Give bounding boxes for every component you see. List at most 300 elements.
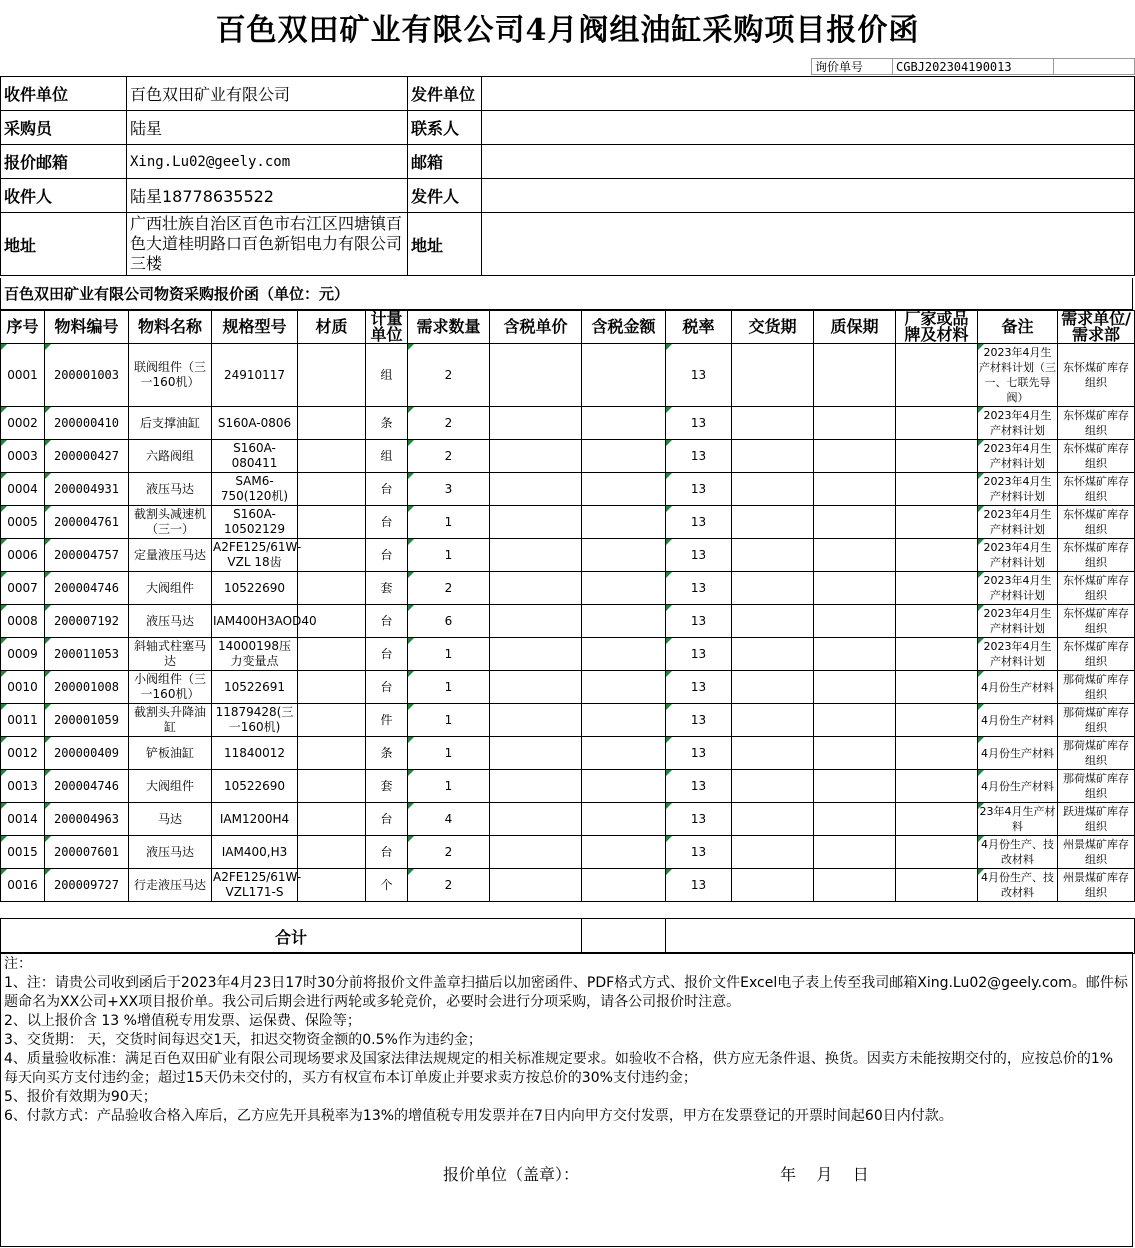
unit-cell: 台 (366, 836, 408, 869)
tax-rate-cell: 13 (666, 407, 732, 440)
spec-model: IAM400H3AOD40 (212, 605, 298, 638)
row-number: 0015 (1, 836, 45, 869)
send-unit-label: 发件单位 (408, 77, 482, 111)
tax-rate-cell: 13 (666, 440, 732, 473)
unit-cell: 套 (366, 572, 408, 605)
material-name: 联阀组件（三一160机） (129, 344, 212, 407)
amount-cell[interactable] (582, 737, 666, 770)
row-number: 0002 (1, 407, 45, 440)
material-name: 六路阀组 (129, 440, 212, 473)
unit-price-cell[interactable] (490, 344, 582, 407)
table-row (1, 572, 1135, 605)
subtitle: 百色双田矿业有限公司物资采购报价函（单位：元） (0, 278, 1133, 310)
dept-cell: 东怀煤矿库存组织 (1058, 572, 1135, 605)
column-header: 含税金额 (582, 311, 666, 344)
material-code: 200007601 (45, 836, 129, 869)
spec-model: 10522690 (212, 770, 298, 803)
unit-cell: 台 (366, 539, 408, 572)
inquiry-blank-cell (1053, 58, 1135, 75)
material-code: 200000427 (45, 440, 129, 473)
unit-price-cell[interactable] (490, 638, 582, 671)
delivery-cell[interactable] (732, 671, 814, 704)
spec-model: IAM400,H3 (212, 836, 298, 869)
remark-cell: 4月份生产、技改材料 (978, 869, 1058, 902)
delivery-cell[interactable] (732, 473, 814, 506)
qty-cell: 1 (408, 671, 490, 704)
tax-rate-cell: 13 (666, 737, 732, 770)
table-row (1, 407, 1135, 440)
material-name: 截割头减速机（三一） (129, 506, 212, 539)
row-number: 0011 (1, 704, 45, 737)
remark-cell: 4月份生产材料 (978, 737, 1058, 770)
material-code: 200001008 (45, 671, 129, 704)
delivery-cell[interactable] (732, 572, 814, 605)
send-unit-value[interactable] (482, 77, 1135, 111)
material-name: 液压马达 (129, 473, 212, 506)
dept-cell: 东怀煤矿库存组织 (1058, 473, 1135, 506)
remark-cell: 23年4月生产材料 (978, 803, 1058, 836)
total-label: 合计 (1, 919, 582, 954)
dept-cell: 跃进煤矿库存组织 (1058, 803, 1135, 836)
qty-cell: 4 (408, 803, 490, 836)
table-row (1, 671, 1135, 704)
total-blank (666, 919, 1135, 954)
column-header: 材质 (298, 311, 366, 344)
inquiry-number-label: 询价单号 (811, 58, 893, 75)
unit-price-cell[interactable] (490, 605, 582, 638)
email-label: 邮箱 (408, 145, 482, 179)
warranty-cell[interactable] (814, 440, 896, 473)
unit-price-cell[interactable] (490, 440, 582, 473)
qty-cell: 1 (408, 539, 490, 572)
material-cell[interactable] (298, 671, 366, 704)
brand-cell[interactable] (896, 836, 978, 869)
material-code: 200011053 (45, 638, 129, 671)
unit-cell: 台 (366, 803, 408, 836)
brand-cell[interactable] (896, 539, 978, 572)
qty-cell: 1 (408, 704, 490, 737)
brand-cell[interactable] (896, 737, 978, 770)
delivery-cell[interactable] (732, 506, 814, 539)
delivery-cell[interactable] (732, 803, 814, 836)
row-number: 0004 (1, 473, 45, 506)
column-header: 含税单价 (490, 311, 582, 344)
brand-cell[interactable] (896, 671, 978, 704)
address-value[interactable]: 广西壮族自治区百色市右江区四塘镇百色大道桂明路口百色新铝电力有限公司三楼 (127, 213, 408, 276)
column-header: 税率 (666, 311, 732, 344)
material-name: 铲板油缸 (129, 737, 212, 770)
material-code: 200000410 (45, 407, 129, 440)
row-number: 0010 (1, 671, 45, 704)
dept-cell: 东怀煤矿库存组织 (1058, 605, 1135, 638)
material-code: 200007192 (45, 605, 129, 638)
qty-cell: 6 (408, 605, 490, 638)
remark-cell: 2023年4月生产材料计划 (978, 506, 1058, 539)
column-header: 物料编号 (45, 311, 129, 344)
material-name: 液压马达 (129, 605, 212, 638)
unit-cell: 个 (366, 869, 408, 902)
warranty-cell[interactable] (814, 407, 896, 440)
brand-cell[interactable] (896, 407, 978, 440)
delivery-cell[interactable] (732, 539, 814, 572)
qty-cell: 2 (408, 344, 490, 407)
amount-cell[interactable] (582, 407, 666, 440)
table-row (1, 539, 1135, 572)
table-row (1, 506, 1135, 539)
material-name: 大阀组件 (129, 572, 212, 605)
tax-rate-cell: 13 (666, 572, 732, 605)
spec-model: S160A-080411 (212, 440, 298, 473)
unit-price-cell[interactable] (490, 704, 582, 737)
amount-cell[interactable] (582, 671, 666, 704)
unit-price-cell[interactable] (490, 473, 582, 506)
tax-rate-cell: 13 (666, 638, 732, 671)
material-cell[interactable] (298, 344, 366, 407)
email-value[interactable] (482, 145, 1135, 179)
recv-unit-value[interactable]: 百色双田矿业有限公司 (127, 77, 408, 111)
row-number: 0016 (1, 869, 45, 902)
amount-cell[interactable] (582, 539, 666, 572)
delivery-cell[interactable] (732, 704, 814, 737)
tax-rate-cell: 13 (666, 704, 732, 737)
brand-cell[interactable] (896, 638, 978, 671)
material-cell[interactable] (298, 572, 366, 605)
table-row (1, 869, 1135, 902)
tax-rate-cell: 13 (666, 803, 732, 836)
table-row (1, 836, 1135, 869)
remark-cell: 4月份生产材料 (978, 770, 1058, 803)
items-table (0, 310, 1135, 902)
remark-cell: 4月份生产材料 (978, 671, 1058, 704)
table-row (1, 803, 1135, 836)
sender-value[interactable] (482, 179, 1135, 213)
unit-cell: 条 (366, 737, 408, 770)
brand-cell[interactable] (896, 440, 978, 473)
table-header-row (1, 311, 1135, 344)
warranty-cell[interactable] (814, 344, 896, 407)
material-cell[interactable] (298, 506, 366, 539)
amount-cell[interactable] (582, 440, 666, 473)
receiver-value[interactable]: 陆星18778635522 (127, 179, 408, 213)
qty-cell: 2 (408, 836, 490, 869)
unit-price-cell[interactable] (490, 836, 582, 869)
row-number: 0014 (1, 803, 45, 836)
column-header: 物料名称 (129, 311, 212, 344)
qty-cell: 1 (408, 638, 490, 671)
column-header: 需求数量 (408, 311, 490, 344)
table-row (1, 770, 1135, 803)
quote-email-value[interactable]: Xing.Lu02@geely.com (127, 145, 408, 179)
spec-model: 10522691 (212, 671, 298, 704)
delivery-cell[interactable] (732, 770, 814, 803)
amount-cell[interactable] (582, 473, 666, 506)
column-header: 规格型号 (212, 311, 298, 344)
table-row (1, 605, 1135, 638)
warranty-cell[interactable] (814, 572, 896, 605)
delivery-cell[interactable] (732, 440, 814, 473)
amount-cell[interactable] (582, 572, 666, 605)
warranty-cell[interactable] (814, 803, 896, 836)
unit-price-cell[interactable] (490, 671, 582, 704)
material-name: 马达 (129, 803, 212, 836)
material-code: 200004746 (45, 572, 129, 605)
buyer-label: 采购员 (1, 111, 127, 145)
dept-cell: 那荷煤矿库存组织 (1058, 737, 1135, 770)
tax-rate-cell: 13 (666, 344, 732, 407)
remark-cell: 2023年4月生产材料计划 (978, 638, 1058, 671)
qty-cell: 2 (408, 407, 490, 440)
unit-cell: 套 (366, 770, 408, 803)
dept-cell: 东怀煤矿库存组织 (1058, 344, 1135, 407)
material-name: 行走液压马达 (129, 869, 212, 902)
material-cell[interactable] (298, 803, 366, 836)
tax-rate-cell: 13 (666, 869, 732, 902)
tax-rate-cell: 13 (666, 836, 732, 869)
material-code: 200004931 (45, 473, 129, 506)
column-header: 计量单位 (366, 311, 408, 344)
warranty-cell[interactable] (814, 539, 896, 572)
column-header: 厂家或品牌及材料 (896, 311, 978, 344)
spec-model: SAM6-750(120机) (212, 473, 298, 506)
delivery-cell[interactable] (732, 836, 814, 869)
note-line: 2、以上报价含 13 %增值税专用发票、运保费、保险等； (4, 1013, 361, 1029)
dept-cell: 州景煤矿库存组织 (1058, 836, 1135, 869)
material-name: 小阀组件（三一160机） (129, 671, 212, 704)
row-number: 0006 (1, 539, 45, 572)
remark-cell: 2023年4月生产材料计划（三一、七联先导阀） (978, 344, 1058, 407)
amount-cell[interactable] (582, 638, 666, 671)
spec-model: 14000198压力变量点 (212, 638, 298, 671)
material-code: 200004746 (45, 770, 129, 803)
remark-cell: 2023年4月生产材料计划 (978, 572, 1058, 605)
unit-price-cell[interactable] (490, 407, 582, 440)
spec-model: 11879428(三一160机) (212, 704, 298, 737)
row-number: 0005 (1, 506, 45, 539)
row-number: 0008 (1, 605, 45, 638)
dept-cell: 那荷煤矿库存组织 (1058, 704, 1135, 737)
table-row (1, 344, 1135, 407)
dept-cell: 州景煤矿库存组织 (1058, 869, 1135, 902)
unit-cell: 件 (366, 704, 408, 737)
warranty-cell[interactable] (814, 770, 896, 803)
material-code: 200009727 (45, 869, 129, 902)
material-cell[interactable] (298, 473, 366, 506)
recv-unit-label: 收件单位 (1, 77, 127, 111)
column-header: 交货期 (732, 311, 814, 344)
material-name: 定量液压马达 (129, 539, 212, 572)
delivery-cell[interactable] (732, 605, 814, 638)
column-header: 备注 (978, 311, 1058, 344)
tax-rate-cell: 13 (666, 539, 732, 572)
quote-email-label: 报价邮箱 (1, 145, 127, 179)
remark-cell: 2023年4月生产材料计划 (978, 407, 1058, 440)
address2-value[interactable] (482, 213, 1135, 276)
delivery-cell[interactable] (732, 638, 814, 671)
amount-cell[interactable] (582, 344, 666, 407)
note-line: 6、付款方式：产品验收合格入库后，乙方应先开具税率为13%的增值税专用发票并在7日内向甲方交付发票，甲方在发票登记的开票时间起60日内付款。 (4, 1108, 953, 1124)
brand-cell[interactable] (896, 506, 978, 539)
dept-cell: 东怀煤矿库存组织 (1058, 506, 1135, 539)
material-cell[interactable] (298, 407, 366, 440)
brand-cell[interactable] (896, 770, 978, 803)
warranty-cell[interactable] (814, 671, 896, 704)
warranty-cell[interactable] (814, 506, 896, 539)
delivery-cell[interactable] (732, 344, 814, 407)
qty-cell: 2 (408, 869, 490, 902)
material-code: 200000409 (45, 737, 129, 770)
tax-rate-cell: 13 (666, 671, 732, 704)
unit-price-cell[interactable] (490, 572, 582, 605)
amount-cell[interactable] (582, 605, 666, 638)
tax-rate-cell: 13 (666, 770, 732, 803)
table-row (1, 473, 1135, 506)
brand-cell[interactable] (896, 572, 978, 605)
contact-label: 联系人 (408, 111, 482, 145)
brand-cell[interactable] (896, 344, 978, 407)
material-name: 液压马达 (129, 836, 212, 869)
material-cell[interactable] (298, 869, 366, 902)
amount-cell[interactable] (582, 506, 666, 539)
unit-cell: 组 (366, 440, 408, 473)
unit-cell: 台 (366, 506, 408, 539)
dept-cell: 东怀煤矿库存组织 (1058, 539, 1135, 572)
column-header: 需求单位/需求部 (1058, 311, 1135, 344)
sender-label: 发件人 (408, 179, 482, 213)
unit-price-cell[interactable] (490, 803, 582, 836)
spec-model: A2FE125/61W-VZL 18齿 (212, 539, 298, 572)
note-line: 注： (4, 956, 32, 972)
header-info-table (0, 76, 1135, 276)
spec-model: 24910117 (212, 344, 298, 407)
inquiry-number-value: CGBJ202304190013 (892, 58, 1054, 75)
address-label: 地址 (1, 213, 127, 276)
amount-cell[interactable] (582, 836, 666, 869)
row-number: 0007 (1, 572, 45, 605)
brand-cell[interactable] (896, 803, 978, 836)
warranty-cell[interactable] (814, 605, 896, 638)
material-code: 200004761 (45, 506, 129, 539)
remark-cell: 2023年4月生产材料计划 (978, 440, 1058, 473)
material-code: 200001003 (45, 344, 129, 407)
sign-date: 年 月 日 (780, 1165, 869, 1184)
note-line: 1、注：请贵公司收到函后于2023年4月23日17时30分前将报价文件盖章扫描后以加密函件、PDF格式方式、报价文件Excel电子表上传至我司邮箱Xing.Lu02@geely.com。邮件标题命名为XX公司+XX项目报价单。我公司后期会进行两轮或多轮竞价，必要时会进行分项采购，请各公司报价时注意。 (4, 975, 1128, 1010)
remark-cell: 4月份生产、技改材料 (978, 836, 1058, 869)
material-name: 后支撑油缸 (129, 407, 212, 440)
warranty-cell[interactable] (814, 704, 896, 737)
note-line: 3、交货期： 天，交货时间每迟交1天，扣迟交物资金额的0.5%作为违约金； (4, 1032, 482, 1048)
unit-price-cell[interactable] (490, 539, 582, 572)
spec-model: S160A-10502129 (212, 506, 298, 539)
amount-cell[interactable] (582, 869, 666, 902)
spec-model: A2FE125/61W-VZL171-S (212, 869, 298, 902)
dept-cell: 东怀煤矿库存组织 (1058, 407, 1135, 440)
warranty-cell[interactable] (814, 638, 896, 671)
warranty-cell[interactable] (814, 869, 896, 902)
page-title: 百色双田矿业有限公司4月阀组油缸采购项目报价函 (215, 13, 920, 48)
material-cell[interactable] (298, 440, 366, 473)
row-number: 0001 (1, 344, 45, 407)
column-header: 序号 (1, 311, 45, 344)
unit-price-cell[interactable] (490, 869, 582, 902)
delivery-cell[interactable] (732, 869, 814, 902)
material-cell[interactable] (298, 737, 366, 770)
row-number: 0003 (1, 440, 45, 473)
spec-model: S160A-0806 (212, 407, 298, 440)
brand-cell[interactable] (896, 869, 978, 902)
dept-cell: 东怀煤矿库存组织 (1058, 440, 1135, 473)
unit-cell: 台 (366, 473, 408, 506)
total-amount[interactable] (582, 919, 666, 954)
spec-model: IAM1200H4 (212, 803, 298, 836)
remark-cell: 2023年4月生产材料计划 (978, 605, 1058, 638)
unit-cell: 台 (366, 671, 408, 704)
material-cell[interactable] (298, 539, 366, 572)
row-number: 0013 (1, 770, 45, 803)
delivery-cell[interactable] (732, 737, 814, 770)
spec-model: 11840012 (212, 737, 298, 770)
contact-value[interactable] (482, 111, 1135, 145)
remark-cell: 2023年4月生产材料计划 (978, 539, 1058, 572)
unit-cell: 台 (366, 638, 408, 671)
material-cell[interactable] (298, 638, 366, 671)
notes-section (0, 952, 1133, 1247)
unit-cell: 组 (366, 344, 408, 407)
table-row (1, 638, 1135, 671)
note-line: 4、质量验收标准：满足百色双田矿业有限公司现场要求及国家法律法规规定的相关标准规定要求。如验收不合格，供方应无条件退、换货。因卖方未能按期交付的，应按总价的1% 每天向买方支付违约金；超过15天仍未交付的，买方有权宣布本订单废止并要求卖方按总价的30%支付违约金； (4, 1051, 1114, 1086)
qty-cell: 1 (408, 770, 490, 803)
material-cell[interactable] (298, 704, 366, 737)
qty-cell: 2 (408, 572, 490, 605)
brand-cell[interactable] (896, 605, 978, 638)
material-name: 大阀组件 (129, 770, 212, 803)
brand-cell[interactable] (896, 704, 978, 737)
delivery-cell[interactable] (732, 407, 814, 440)
tax-rate-cell: 13 (666, 605, 732, 638)
remark-cell: 2023年4月生产材料计划 (978, 473, 1058, 506)
unit-cell: 台 (366, 605, 408, 638)
row-number: 0009 (1, 638, 45, 671)
note-line: 5、报价有效期为90天； (4, 1089, 157, 1105)
unit-price-cell[interactable] (490, 737, 582, 770)
table-row (1, 737, 1135, 770)
brand-cell[interactable] (896, 473, 978, 506)
material-cell[interactable] (298, 836, 366, 869)
warranty-cell[interactable] (814, 737, 896, 770)
amount-cell[interactable] (582, 770, 666, 803)
tax-rate-cell: 13 (666, 473, 732, 506)
spec-model: 10522690 (212, 572, 298, 605)
qty-cell: 1 (408, 737, 490, 770)
material-code: 200004963 (45, 803, 129, 836)
qty-cell: 2 (408, 440, 490, 473)
warranty-cell[interactable] (814, 836, 896, 869)
unit-price-cell[interactable] (490, 506, 582, 539)
dept-cell: 东怀煤矿库存组织 (1058, 638, 1135, 671)
column-header: 质保期 (814, 311, 896, 344)
material-name: 斜轴式柱塞马达 (129, 638, 212, 671)
unit-price-cell[interactable] (490, 770, 582, 803)
material-name: 截割头升降油缸 (129, 704, 212, 737)
amount-cell[interactable] (582, 803, 666, 836)
amount-cell[interactable] (582, 704, 666, 737)
material-cell[interactable] (298, 770, 366, 803)
buyer-value[interactable]: 陆星 (127, 111, 408, 145)
sign-label: 报价单位（盖章）： (443, 1165, 580, 1184)
material-code: 200001059 (45, 704, 129, 737)
warranty-cell[interactable] (814, 473, 896, 506)
address2-label: 地址 (408, 213, 482, 276)
dept-cell: 那荷煤矿库存组织 (1058, 770, 1135, 803)
